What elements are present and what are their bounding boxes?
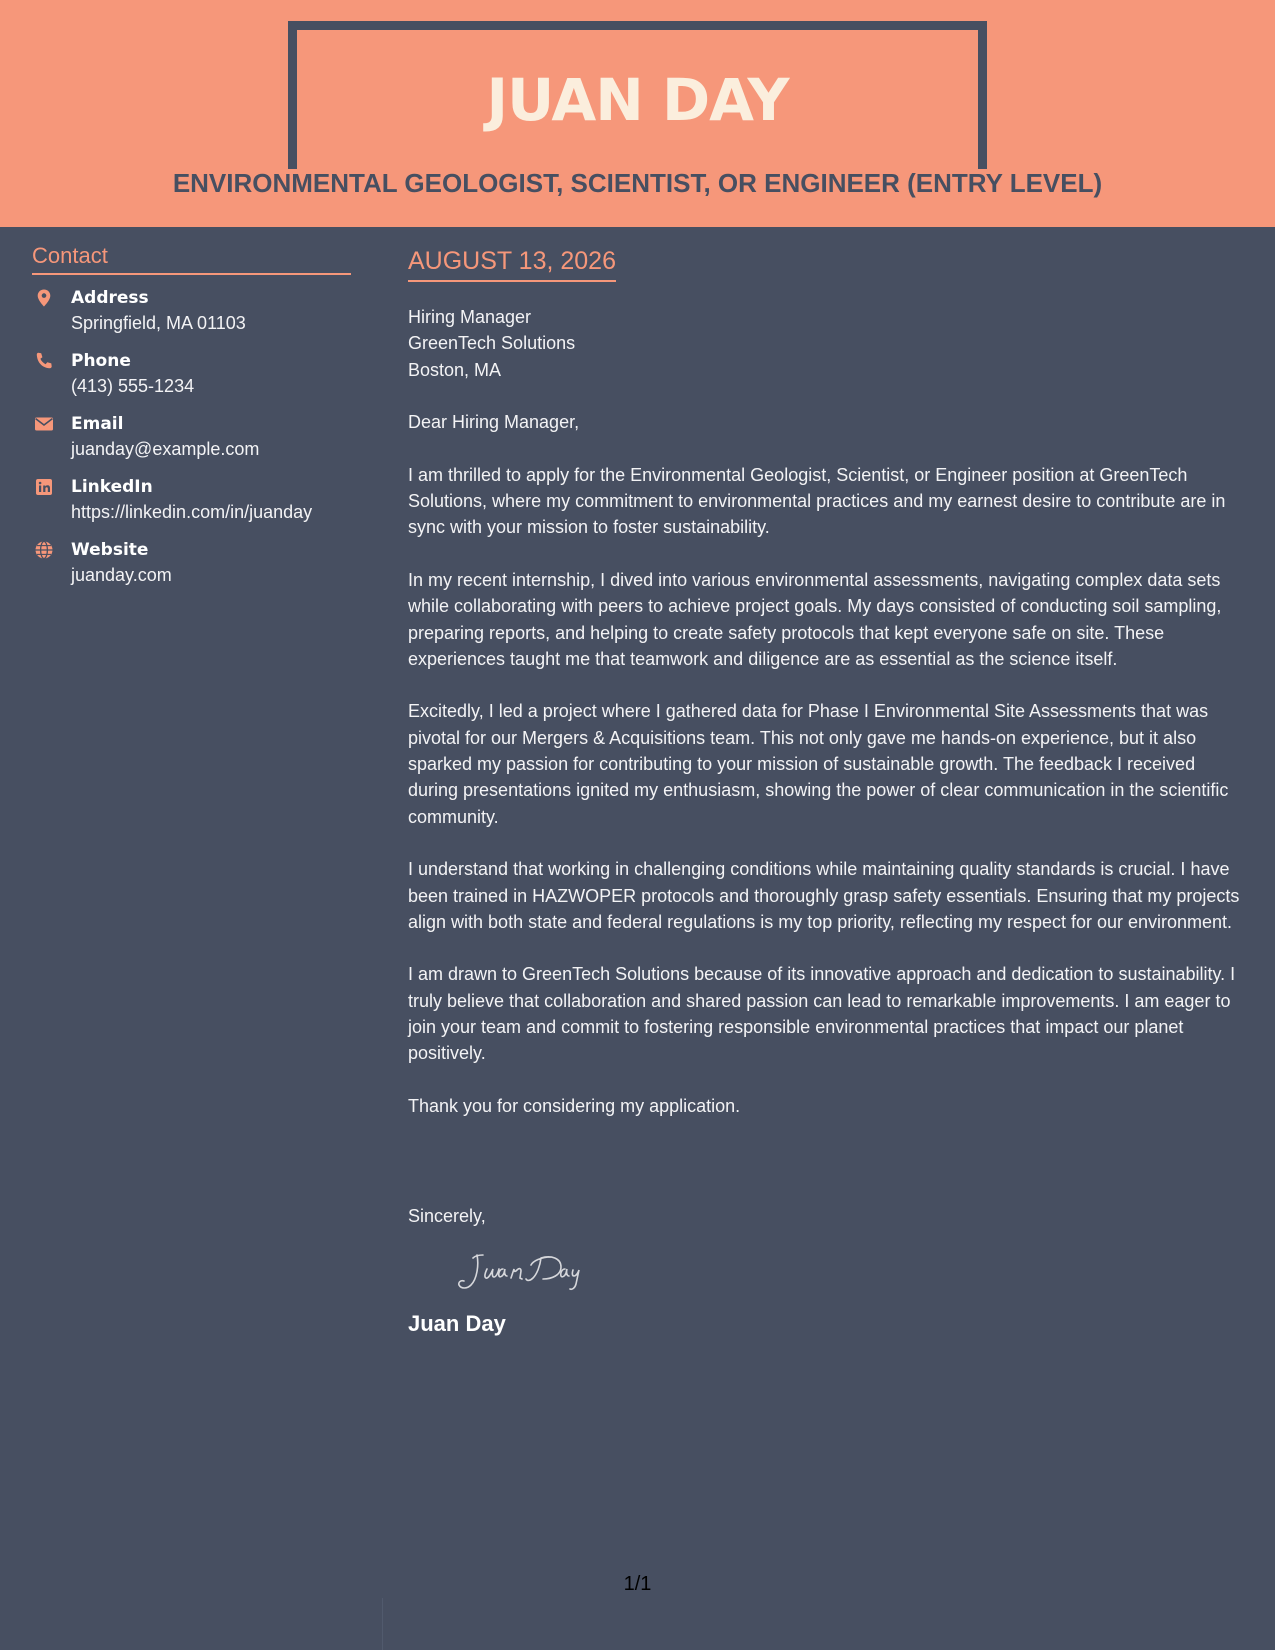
contact-value: juanday.com xyxy=(71,565,172,585)
letter-body xyxy=(408,304,1250,1146)
letter-paragraph: I understand that working in challenging conditions while maintaining quality standards is crucial. I have been trained in HAZWOPER protocols and thoroughly grasp safety essentials. Ensuring that my projects align with both state and federal regulations is my top priority, reflecting my respect for our environment. xyxy=(408,859,1240,932)
letter-date: AUGUST 13, 2026 xyxy=(408,244,616,282)
closing-block xyxy=(408,1203,1008,1339)
contact-label: Address xyxy=(71,288,149,308)
job-title: ENVIRONMENTAL GEOLOGIST, SCIENTIST, OR ENGINEER (ENTRY LEVEL) xyxy=(172,168,1103,198)
handwritten-signature xyxy=(453,1247,623,1295)
contact-address xyxy=(32,286,362,349)
signer-name: Juan Day xyxy=(408,1311,506,1336)
applicant-name: JUAN DAY xyxy=(486,66,789,134)
closing: Sincerely, xyxy=(408,1206,486,1226)
map-pin-icon xyxy=(34,288,54,308)
recipient-block xyxy=(408,304,1250,383)
header-banner xyxy=(0,0,1275,227)
letter-paragraph: I am drawn to GreenTech Solutions because of its innovative approach and dedication to sustainability. I truly believe that collaboration and shared passion can lead to remarkable improvements. I am eager to join your team and commit to fostering responsible environmental practices that impact our planet positively. xyxy=(408,964,1236,1064)
envelope-icon xyxy=(34,414,54,434)
contact-list xyxy=(32,286,362,601)
letter-paragraph: Thank you for considering my application. xyxy=(408,1095,741,1116)
contact-value: (413) 555-1234 xyxy=(71,376,195,396)
recipient-name: Hiring Manager xyxy=(408,307,532,327)
letter-paragraph: Excitedly, I led a project where I gathered data for Phase I Environmental Site Assessments that was pivotal for our Mergers & Acquisitions team. This not only gave me hands-on experience, but it also sparked my passion for contributing to your mission of sustainable growth. The feedback I received during presentations ignited my enthusiasm, showing the power of clear communication in the scientific community. xyxy=(408,701,1229,827)
letter-paragraph: In my recent internship, I dived into various environmental assessments, navigating complex data sets while collaborating with peers to achieve project goals. My days consisted of conducting soil sampling, preparing reports, and helping to create safety protocols that kept everyone safe on site. These experiences taught me that teamwork and diligence are as essential as the science itself. xyxy=(408,569,1222,669)
contact-linkedin xyxy=(32,475,362,538)
contact-label: LinkedIn xyxy=(71,477,153,497)
contact-label: Website xyxy=(71,540,149,560)
recipient-location: Boston, MA xyxy=(408,359,502,380)
contact-label: Phone xyxy=(71,351,131,371)
contact-value: juanday@example.com xyxy=(71,439,260,459)
page-number: 1/1 xyxy=(623,1573,652,1595)
recipient-company: GreenTech Solutions xyxy=(408,333,576,354)
contact-phone xyxy=(32,349,362,412)
phone-icon xyxy=(34,351,54,371)
linkedin-icon xyxy=(34,477,54,497)
salutation: Dear Hiring Manager, xyxy=(408,412,580,433)
contact-value: Springfield, MA 01103 xyxy=(71,313,246,333)
contact-heading: Contact xyxy=(32,242,351,275)
letter-paragraph: I am thrilled to apply for the Environmental Geologist, Scientist, or Engineer position at GreenTech Solutions, where my commitment to environmental practices and my earnest desire to contribute are in sync with your mission to foster sustainability. xyxy=(408,464,1226,538)
contact-value: https://linkedin.com/in/juanday xyxy=(71,502,313,522)
contact-website xyxy=(32,538,362,601)
globe-icon xyxy=(34,540,54,560)
contact-label: Email xyxy=(71,414,124,434)
contact-email xyxy=(32,412,362,475)
column-divider xyxy=(382,1598,383,1650)
